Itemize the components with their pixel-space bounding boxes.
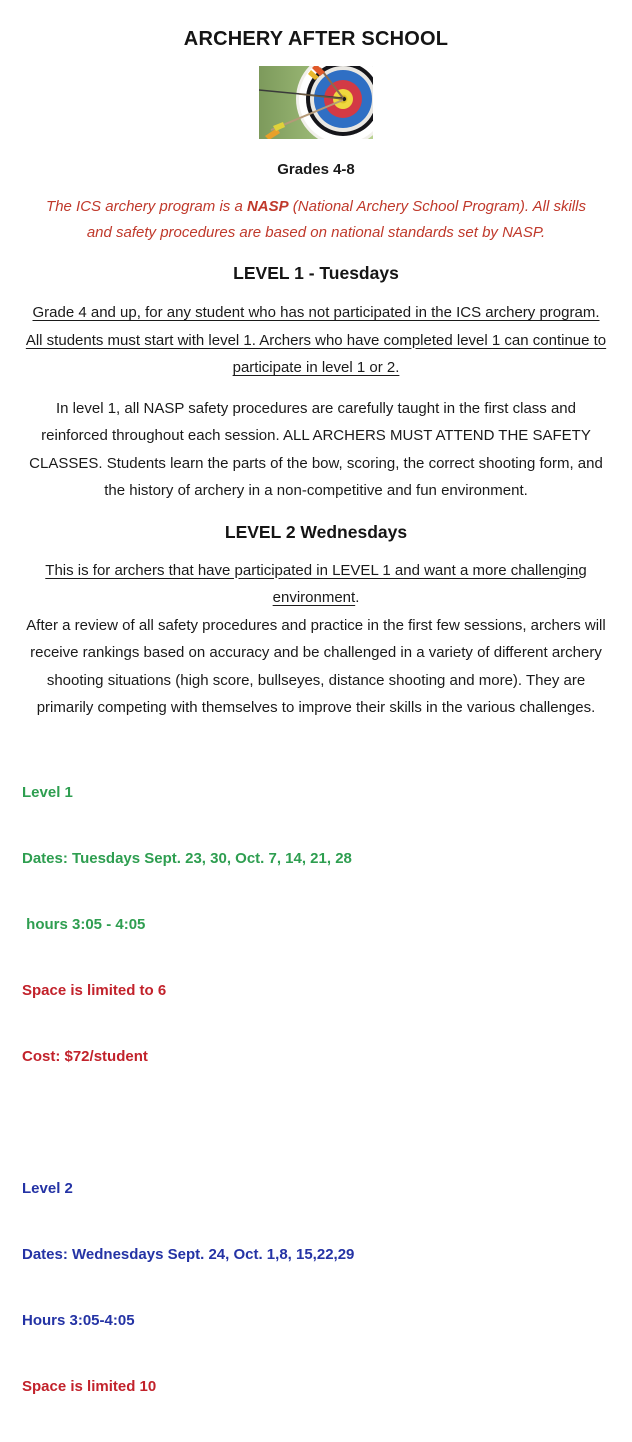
page-title: ARCHERY AFTER SCHOOL bbox=[183, 28, 449, 50]
level2-heading: LEVEL 2 Wednesdays bbox=[224, 521, 408, 542]
level1-heading: LEVEL 1 - Tuesdays bbox=[233, 263, 399, 283]
archery-target-photo-svg bbox=[259, 66, 373, 139]
schedule2-dates: Dates: Wednesdays Sept. 24, Oct. 1,8, 15,22,29 bbox=[22, 1245, 355, 1263]
intro-text-before: The ICS archery program is a bbox=[46, 198, 247, 215]
schedule1-cost: Cost: $72/student bbox=[22, 1047, 148, 1065]
level2-underlined-text: This is for archers that have participated in LEVEL 1 and want a more challenging environment bbox=[45, 561, 587, 606]
intro-paragraph bbox=[0, 194, 632, 246]
level2-underlined-suffix: . bbox=[355, 589, 360, 606]
schedule1-level-label: Level 1 bbox=[22, 783, 73, 801]
grades-line: Grades 4-8 bbox=[277, 161, 355, 178]
level1-underlined-paragraph bbox=[0, 299, 632, 382]
schedule-level2-block bbox=[0, 1134, 632, 1442]
schedule2-hours: Hours 3:05-4:05 bbox=[22, 1311, 135, 1329]
level2-body-paragraph: After a review of all safety procedures and practice in the first few sessions, archers will receive rankings based on accuracy and be challenged in a variety of different archery shooting situations (high score, bullseyes, distance shooting and more). They are primarily competing with themselves to improve their skills in the various challenges. bbox=[26, 616, 606, 716]
schedule2-space-limit: Space is limited 10 bbox=[22, 1377, 157, 1395]
archery-target-image bbox=[0, 66, 632, 139]
schedule1-dates: Dates: Tuesdays Sept. 23, 30, Oct. 7, 14, 21, 28 bbox=[22, 849, 352, 867]
intro-text-after: (National Archery School Program). All skills and safety procedures are based on national standards set by NASP. bbox=[86, 198, 586, 241]
intro-bold-nasp: NASP bbox=[246, 198, 289, 215]
schedule1-space-limit: Space is limited to 6 bbox=[22, 981, 167, 999]
level1-body-paragraph: In level 1, all NASP safety procedures are carefully taught in the first class and reinforced throughout each session. ALL ARCHERS MUST ATTEND THE SAFETY CLASSES. Students learn the parts of the bow, scoring, the correct shooting form, and the history of archery in a non-competitive and fun environment. bbox=[29, 399, 603, 499]
level2-underlined-sentence bbox=[0, 557, 632, 612]
schedule2-level-label: Level 2 bbox=[22, 1179, 73, 1197]
schedule-level1-block bbox=[0, 738, 632, 1112]
level1-underlined-text: Grade 4 and up, for any student who has not participated in the ICS archery program. All students must start with level 1. Archers who have completed level 1 can continue to participate in level 1 or 2. bbox=[25, 304, 607, 376]
schedule1-hours: hours 3:05 - 4:05 bbox=[22, 915, 146, 933]
